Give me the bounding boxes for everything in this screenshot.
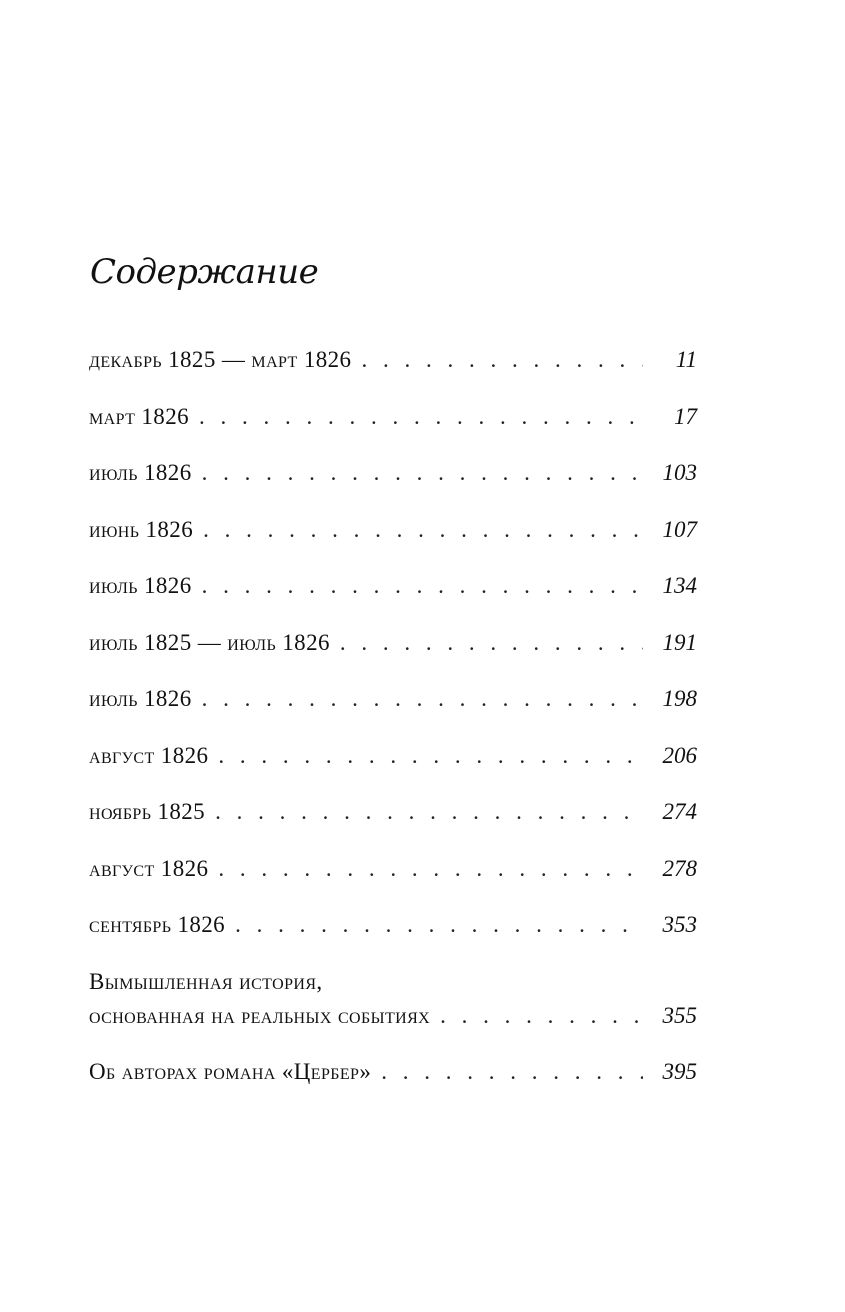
toc-entry-page: 274	[662, 799, 697, 824]
toc-entry-label-line1: Вымышленная история,	[89, 968, 323, 994]
toc-entry-page: 103	[662, 460, 697, 485]
toc-entry-label: июнь 1826	[89, 516, 194, 542]
toc-entry-page: 17	[674, 403, 697, 429]
toc-entry-label: июль 1826	[89, 573, 192, 598]
toc-entry-page: 355	[662, 1002, 697, 1028]
toc-entry[interactable]	[89, 853, 697, 910]
toc-entry-label: июль 1825 — июль 1826	[89, 629, 330, 655]
toc-entry-page: 278	[662, 855, 697, 881]
dot-leader	[215, 796, 643, 828]
toc-entry-label: сентябрь 1826	[89, 912, 226, 937]
dot-leader	[361, 344, 643, 376]
toc-entry-label: основанная на реальных событиях	[89, 1002, 431, 1028]
dot-leader	[202, 570, 643, 602]
toc-entry[interactable]	[89, 966, 697, 1056]
toc-entry[interactable]	[89, 457, 697, 514]
toc-entry-page: 134	[662, 573, 697, 598]
toc-entry[interactable]	[89, 401, 697, 458]
toc-entry[interactable]	[89, 683, 697, 740]
dot-leader	[202, 457, 643, 489]
toc-entry-label: август 1826	[89, 855, 209, 881]
toc-entry-label: март 1826	[89, 403, 189, 429]
dot-leader	[203, 514, 643, 546]
toc-entry-page: 11	[675, 347, 697, 372]
dot-leader	[218, 740, 643, 772]
dot-leader	[340, 627, 643, 659]
dot-leader	[218, 853, 643, 885]
toc-entry[interactable]	[89, 570, 697, 627]
toc-entry-page: 206	[662, 742, 697, 768]
toc-entry-label: декабрь 1825 — март 1826	[89, 347, 352, 372]
toc-entry[interactable]	[89, 909, 697, 966]
page-title: Содержание	[90, 252, 319, 292]
toc-entry-label: ноябрь 1825	[89, 799, 206, 824]
toc-entry-page: 198	[662, 686, 697, 711]
toc-entry[interactable]	[89, 627, 697, 684]
dot-leader	[202, 683, 643, 715]
toc-entry[interactable]	[89, 740, 697, 797]
toc-entry-label: июль 1826	[89, 460, 192, 485]
toc-entry-page: 191	[662, 629, 697, 655]
dot-leader	[381, 1056, 643, 1088]
toc-entry-label: июль 1826	[89, 686, 192, 711]
toc-entry[interactable]	[89, 1056, 697, 1113]
toc-entry[interactable]	[89, 344, 697, 401]
toc-entry-label: август 1826	[89, 742, 209, 768]
toc-entry-page: 107	[662, 516, 697, 542]
toc-entry-page: 395	[662, 1058, 697, 1084]
toc-entry-label: Об авторах романа «Цербер»	[89, 1058, 372, 1084]
dot-leader	[199, 401, 643, 433]
toc-entry[interactable]	[89, 796, 697, 853]
table-of-contents	[89, 344, 697, 1112]
toc-entry[interactable]	[89, 514, 697, 571]
dot-leader	[440, 1000, 643, 1032]
dot-leader	[235, 909, 643, 941]
toc-entry-page: 353	[662, 912, 697, 937]
